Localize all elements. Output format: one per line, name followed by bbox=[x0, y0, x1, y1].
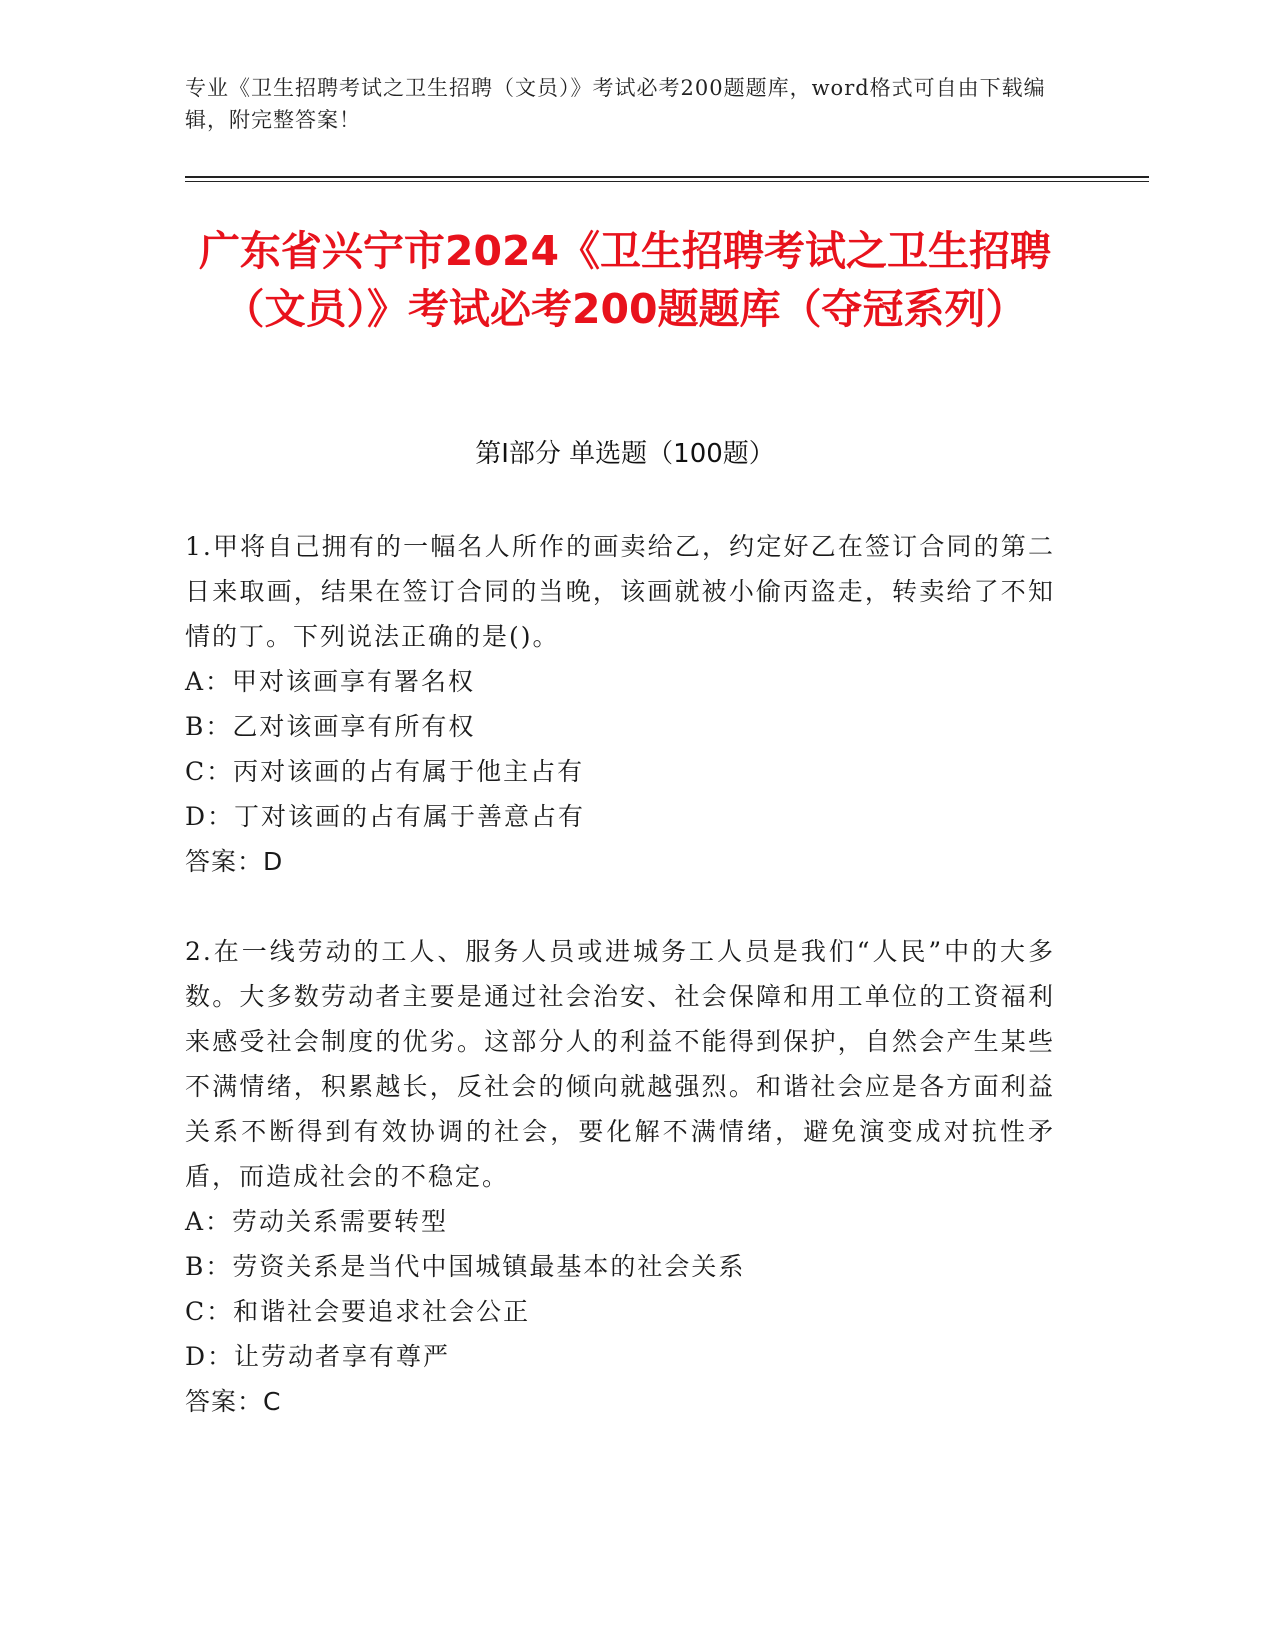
section-title: 第Ⅰ部分 单选题（100题） bbox=[475, 439, 775, 469]
option-b: B：劳资关系是当代中国城镇最基本的社会关系 bbox=[185, 1252, 746, 1281]
option-a: A：甲对该画享有署名权 bbox=[185, 667, 476, 696]
question-2 bbox=[185, 929, 1055, 1424]
option-c: C：和谐社会要追求社会公正 bbox=[185, 1297, 531, 1326]
option-b: B：乙对该画享有所有权 bbox=[185, 712, 476, 741]
answer: 答案：D bbox=[185, 847, 284, 876]
option-a: A：劳动关系需要转型 bbox=[185, 1207, 449, 1236]
document-title: 广东省兴宁市2024《卫生招聘考试之卫生招聘（文员）》考试必考200题题库（夺冠系列） bbox=[198, 227, 1052, 333]
option-d: D：丁对该画的占有属于善意占有 bbox=[185, 802, 586, 831]
header-divider-thick bbox=[185, 176, 1149, 178]
question-stem: 1.甲将自己拥有的一幅名人所作的画卖给乙，约定好乙在签订合同的第二日来取画，结果在签订合同的当晚，该画就被小偷丙盗走，转卖给了不知情的丁。下列说法正确的是()。 bbox=[185, 532, 1055, 651]
option-d: D：让劳动者享有尊严 bbox=[185, 1342, 451, 1371]
question-1 bbox=[185, 524, 1055, 884]
option-c: C：丙对该画的占有属于他主占有 bbox=[185, 757, 585, 786]
answer: 答案：C bbox=[185, 1387, 282, 1416]
header-note: 专业《卫生招聘考试之卫生招聘（文员）》考试必考200题题库，word格式可自由下载编辑，附完整答案！ bbox=[185, 76, 1046, 132]
question-stem: 2.在一线劳动的工人、服务人员或进城务工人员是我们“人民”中的大多数。大多数劳动者主要是通过社会治安、社会保障和用工单位的工资福利来感受社会制度的优劣。这部分人的利益不能得到保护，自然会产生某些不满情绪，积累越长，反社会的倾向就越强烈。和谐社会应是各方面利益关系不断得到有效协调的社会，要化解不满情绪，避免演变成对抗性矛盾，而造成社会的不稳定。 bbox=[185, 937, 1055, 1191]
header-divider-thin bbox=[185, 181, 1149, 182]
